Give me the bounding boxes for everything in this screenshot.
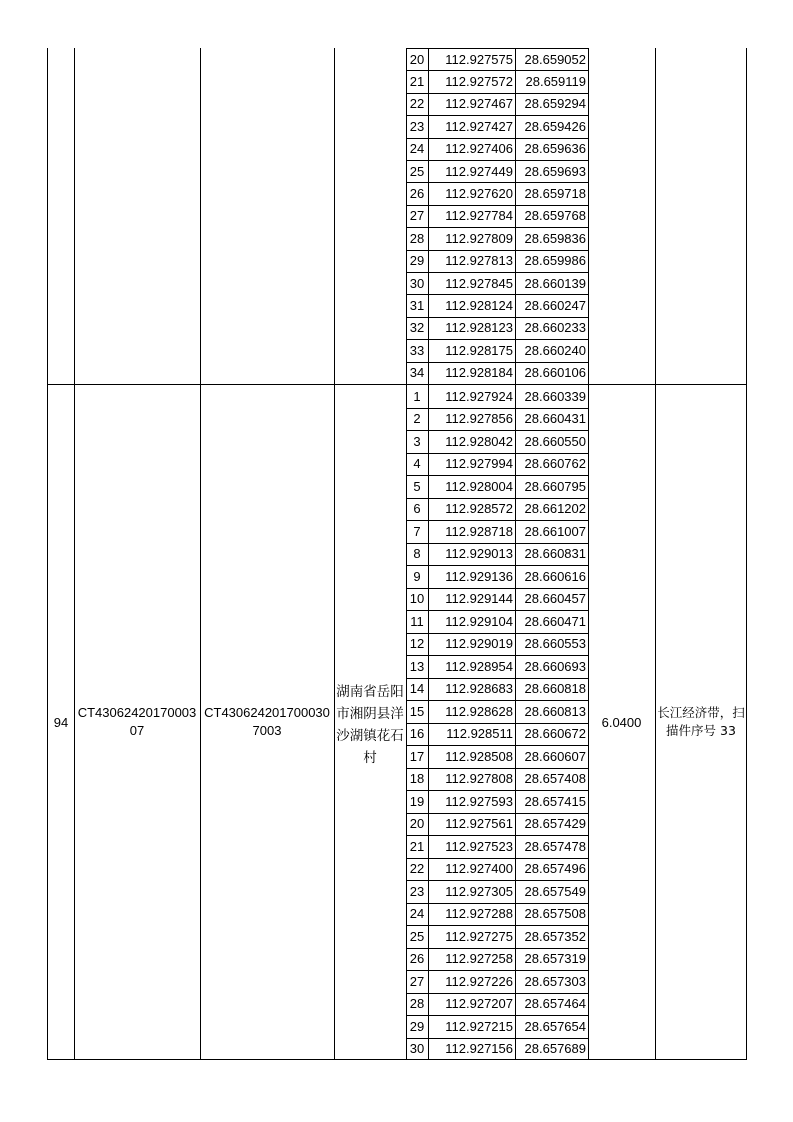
- point-longitude: 112.928124: [445, 298, 513, 314]
- point-index: 17: [409, 748, 425, 764]
- point-index: 20: [409, 51, 425, 67]
- point-index: 23: [409, 118, 425, 134]
- point-latitude: 28.660607: [524, 748, 586, 764]
- point-index: 5: [413, 478, 421, 494]
- point-latitude: 28.660550: [524, 433, 586, 449]
- point-index: 16: [409, 726, 425, 742]
- record-code-1-line2: 07: [129, 723, 145, 738]
- point-longitude: 112.928123: [445, 320, 513, 336]
- point-index: 30: [409, 1041, 425, 1057]
- point-longitude: 112.927845: [445, 275, 513, 291]
- point-longitude: 112.927593: [445, 793, 513, 809]
- point-index: 26: [409, 951, 425, 967]
- point-index: 2: [413, 411, 421, 427]
- point-longitude: 112.927856: [445, 411, 513, 427]
- point-latitude: 28.660106: [524, 365, 586, 381]
- point-longitude: 112.927288: [445, 906, 513, 922]
- record-area: 6.0400: [601, 715, 642, 730]
- point-latitude: 28.657303: [524, 973, 586, 989]
- point-longitude: 112.928954: [445, 658, 513, 674]
- point-index: 13: [409, 658, 425, 674]
- point-index: 34: [409, 365, 425, 381]
- point-index: 3: [413, 433, 421, 449]
- point-latitude: 28.657508: [524, 906, 586, 922]
- point-latitude: 28.657408: [524, 771, 586, 787]
- point-latitude: 28.659836: [524, 230, 586, 246]
- point-latitude: 28.657654: [524, 1018, 586, 1034]
- record-code-2-line1: CT430624201700030: [204, 705, 330, 720]
- point-index: 1: [413, 388, 421, 404]
- point-latitude: 28.660247: [524, 298, 586, 314]
- group-divider: [48, 384, 747, 385]
- point-latitude: 28.660616: [524, 568, 586, 584]
- point-longitude: 112.929019: [445, 636, 513, 652]
- point-index: 19: [409, 793, 425, 809]
- point-longitude: 112.927813: [445, 253, 513, 269]
- point-latitude: 28.660818: [524, 681, 586, 697]
- location-line: 沙湖镇花石: [336, 728, 404, 744]
- point-longitude: 112.927406: [445, 141, 513, 157]
- point-index: 23: [409, 883, 425, 899]
- point-index: 9: [413, 568, 421, 584]
- point-longitude: 112.927427: [445, 118, 513, 134]
- point-index: 25: [409, 928, 425, 944]
- point-index: 29: [409, 253, 425, 269]
- point-longitude: 112.928683: [445, 681, 513, 697]
- location-line: 市湘阴县洋: [336, 706, 404, 722]
- point-longitude: 112.929104: [445, 613, 513, 629]
- point-latitude: 28.657319: [524, 951, 586, 967]
- point-longitude: 112.929144: [445, 591, 513, 607]
- point-index: 8: [413, 546, 421, 562]
- col-divider: [200, 48, 201, 1059]
- point-index: 20: [409, 816, 425, 832]
- point-longitude: 112.927924: [445, 388, 513, 404]
- point-latitude: 28.657478: [524, 838, 586, 854]
- point-index: 28: [409, 230, 425, 246]
- point-longitude: 112.927156: [445, 1041, 513, 1057]
- point-index: 10: [409, 591, 425, 607]
- point-index: 31: [409, 298, 425, 314]
- point-longitude: 112.928004: [445, 478, 513, 494]
- point-latitude: 28.660457: [524, 591, 586, 607]
- point-latitude: 28.660240: [524, 342, 586, 358]
- point-index: 7: [413, 523, 421, 539]
- point-longitude: 112.927467: [445, 96, 513, 112]
- col-divider: [655, 48, 656, 1059]
- remark-line1: 长江经济带，扫: [657, 705, 745, 720]
- point-latitude: 28.660139: [524, 275, 586, 291]
- record-remark: [655, 704, 747, 740]
- point-longitude: 112.928175: [445, 342, 513, 358]
- point-index: 25: [409, 163, 425, 179]
- point-longitude: 112.927400: [445, 861, 513, 877]
- point-latitude: 28.660795: [524, 478, 586, 494]
- point-index: 29: [409, 1018, 425, 1034]
- point-longitude: 112.928184: [445, 365, 513, 381]
- point-latitude: 28.659426: [524, 118, 586, 134]
- col-divider: [334, 48, 335, 1059]
- point-longitude: 112.927994: [445, 456, 513, 472]
- record-code-2: [200, 704, 334, 740]
- point-latitude: 28.657689: [524, 1041, 586, 1057]
- point-index: 6: [413, 501, 421, 517]
- location-line: 村: [363, 750, 377, 766]
- col-divider: [588, 48, 589, 1059]
- point-longitude: 112.927561: [445, 816, 513, 832]
- point-index: 15: [409, 703, 425, 719]
- point-index: 22: [409, 861, 425, 877]
- point-latitude: 28.660431: [524, 411, 586, 427]
- point-latitude: 28.657415: [524, 793, 586, 809]
- record-seq: 94: [53, 715, 69, 730]
- point-longitude: 112.929013: [445, 546, 513, 562]
- point-latitude: 28.659768: [524, 208, 586, 224]
- point-latitude: 28.659119: [525, 74, 586, 90]
- point-longitude: 112.928511: [446, 726, 513, 742]
- point-latitude: 28.657352: [524, 928, 586, 944]
- point-longitude: 112.928718: [445, 523, 513, 539]
- point-longitude: 112.927275: [445, 928, 513, 944]
- point-latitude: 28.659718: [524, 186, 586, 202]
- point-longitude: 112.927620: [445, 186, 513, 202]
- remark-line2: 描件序号 33: [666, 723, 736, 738]
- point-latitude: 28.659636: [524, 141, 586, 157]
- point-latitude: 28.660813: [524, 703, 586, 719]
- point-index: 27: [409, 973, 425, 989]
- point-latitude: 28.660672: [524, 726, 586, 742]
- point-index: 32: [409, 320, 425, 336]
- point-latitude: 28.657429: [524, 816, 586, 832]
- point-index: 18: [409, 771, 425, 787]
- col-divider: [74, 48, 75, 1059]
- point-longitude: 112.927226: [445, 973, 513, 989]
- point-longitude: 112.927784: [445, 208, 513, 224]
- point-longitude: 112.927207: [445, 996, 513, 1012]
- point-latitude: 28.660553: [524, 636, 586, 652]
- point-longitude: 112.928042: [445, 433, 513, 449]
- point-longitude: 112.929136: [445, 568, 513, 584]
- point-index: 22: [409, 96, 425, 112]
- point-latitude: 28.661007: [524, 523, 586, 539]
- point-index: 11: [410, 613, 424, 629]
- point-longitude: 112.927809: [445, 230, 513, 246]
- point-latitude: 28.660831: [524, 546, 586, 562]
- point-index: 4: [413, 456, 421, 472]
- point-longitude: 112.927808: [445, 771, 513, 787]
- point-latitude: 28.657464: [524, 996, 586, 1012]
- point-longitude: 112.927572: [445, 74, 513, 90]
- point-index: 24: [409, 906, 425, 922]
- point-latitude: 28.659052: [524, 51, 586, 67]
- point-latitude: 28.660471: [524, 613, 586, 629]
- point-longitude: 112.927215: [445, 1018, 513, 1034]
- point-latitude: 28.660233: [524, 320, 586, 336]
- point-latitude: 28.659986: [524, 253, 586, 269]
- point-longitude: 112.927449: [445, 163, 513, 179]
- point-latitude: 28.657549: [524, 883, 586, 899]
- point-latitude: 28.660339: [524, 388, 586, 404]
- point-index: 14: [409, 681, 425, 697]
- location-line: 湖南省岳阳: [336, 684, 404, 700]
- point-index: 12: [409, 636, 425, 652]
- point-latitude: 28.661202: [524, 501, 586, 517]
- point-longitude: 112.927305: [445, 883, 513, 899]
- point-latitude: 28.659294: [524, 96, 586, 112]
- point-latitude: 28.659693: [524, 163, 586, 179]
- point-longitude: 112.928508: [445, 748, 513, 764]
- point-longitude: 112.928572: [445, 501, 513, 517]
- point-latitude: 28.657496: [524, 861, 586, 877]
- point-latitude: 28.660693: [524, 658, 586, 674]
- point-index: 33: [409, 342, 425, 358]
- point-index: 26: [409, 186, 425, 202]
- record-location: [334, 681, 406, 769]
- point-index: 27: [409, 208, 425, 224]
- record-code-1: [74, 704, 200, 740]
- point-latitude: 28.660762: [524, 456, 586, 472]
- point-index: 30: [409, 275, 425, 291]
- point-longitude: 112.927523: [445, 838, 513, 854]
- point-index: 24: [409, 141, 425, 157]
- point-index: 21: [409, 838, 425, 854]
- point-longitude: 112.927258: [445, 951, 513, 967]
- point-index: 28: [409, 996, 425, 1012]
- record-code-1-line1: CT43062420170003: [77, 705, 197, 720]
- point-longitude: 112.928628: [445, 703, 513, 719]
- point-index: 21: [409, 74, 425, 90]
- point-longitude: 112.927575: [445, 51, 513, 67]
- coordinate-table: [47, 48, 747, 1060]
- record-code-2-line2: 7003: [252, 723, 282, 738]
